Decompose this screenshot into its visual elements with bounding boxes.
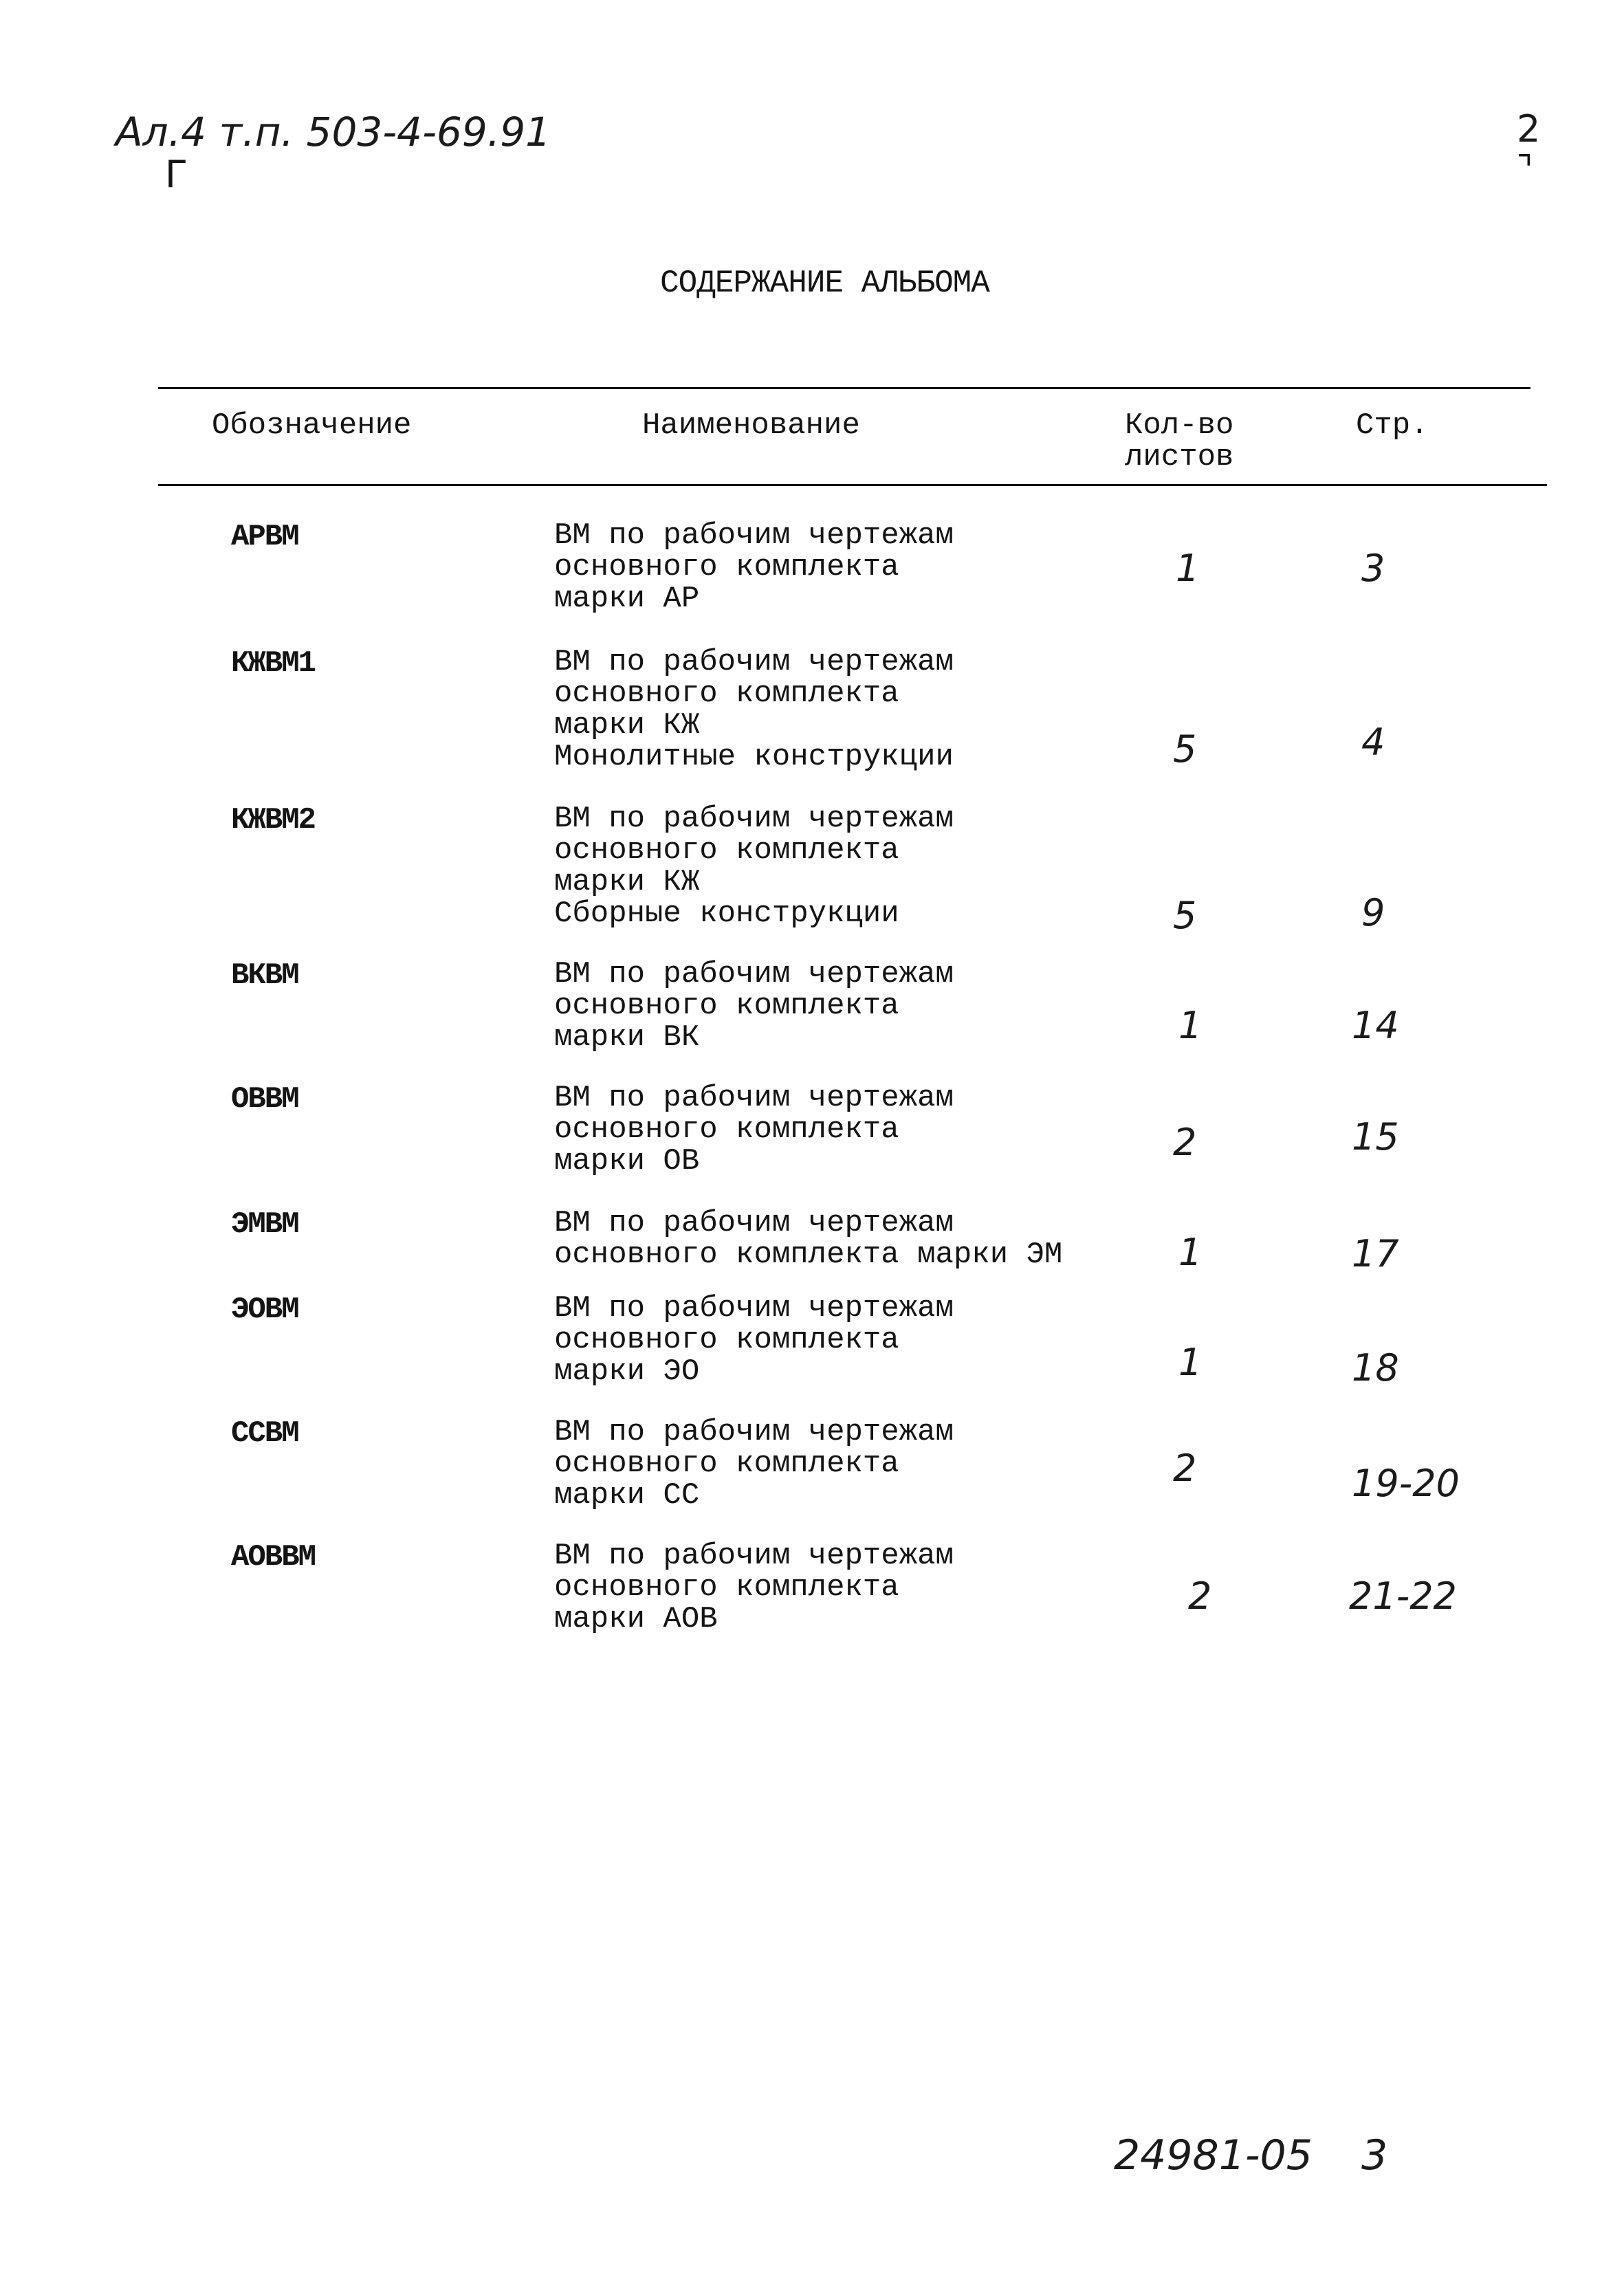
corner-mark-left: Г bbox=[165, 153, 188, 196]
column-header-page: Стр. bbox=[1356, 408, 1429, 443]
row-sheets: 1 bbox=[1176, 547, 1200, 590]
row-code: КЖВМ1 bbox=[231, 646, 316, 681]
table-top-rule bbox=[158, 387, 1530, 389]
row-code: АРВМ bbox=[231, 520, 298, 554]
row-name: ВМ по рабочим чертежам основного комплекта марки ЭО bbox=[554, 1291, 954, 1389]
row-name: ВМ по рабочим чертежам основного комплекта марки ЭМ bbox=[554, 1206, 1063, 1272]
row-page: 15 bbox=[1352, 1115, 1399, 1159]
row-name: ВМ по рабочим чертежам основного комплекта марки ВК bbox=[554, 957, 954, 1055]
sheet-number: 3 bbox=[1361, 2131, 1388, 2179]
row-code: ОВВМ bbox=[231, 1082, 298, 1117]
row-sheets: 2 bbox=[1173, 1121, 1197, 1164]
column-header-designation: Обозначение bbox=[212, 408, 412, 443]
row-code: КЖВМ2 bbox=[231, 803, 316, 837]
column-header-name: Наименование bbox=[642, 408, 860, 443]
row-page: 3 bbox=[1361, 547, 1385, 590]
row-sheets: 2 bbox=[1173, 1447, 1197, 1490]
row-page: 4 bbox=[1361, 721, 1385, 764]
row-code: ЭМВМ bbox=[231, 1207, 298, 1242]
row-name: ВМ по рабочим чертежам основного комплекта марки КЖ Сборные конструкции bbox=[554, 802, 954, 931]
row-sheets: 1 bbox=[1178, 1231, 1203, 1274]
row-code: АОВВМ bbox=[231, 1540, 316, 1574]
table-header-rule bbox=[158, 484, 1547, 486]
page-number: 2 bbox=[1517, 107, 1541, 151]
row-code: ЭОВМ bbox=[231, 1293, 298, 1327]
row-name: ВМ по рабочим чертежам основного комплекта марки СС bbox=[554, 1415, 954, 1513]
row-sheets: 2 bbox=[1188, 1574, 1212, 1618]
row-page: 19-20 bbox=[1352, 1462, 1460, 1505]
row-page: 21-22 bbox=[1349, 1574, 1457, 1618]
corner-mark-right: ⌝ bbox=[1517, 149, 1533, 188]
inventory-number: 24981-05 bbox=[1114, 2131, 1313, 2179]
row-name: ВМ по рабочим чертежам основного комплекта марки КЖ Монолитные конструкции bbox=[554, 645, 954, 774]
row-sheets: 5 bbox=[1173, 727, 1197, 771]
row-page: 14 bbox=[1352, 1004, 1399, 1047]
handwritten-document-reference: Ал.4 т.п. 503-4-69.91 bbox=[116, 109, 551, 155]
row-page: 9 bbox=[1361, 891, 1385, 934]
page-title: СОДЕРЖАНИЕ АЛЬБОМА bbox=[660, 265, 989, 301]
row-name: ВМ по рабочим чертежам основного комплекта марки ОВ bbox=[554, 1081, 954, 1178]
column-header-sheets: Кол-во листов bbox=[1125, 408, 1234, 474]
row-sheets: 1 bbox=[1178, 1341, 1203, 1384]
row-code: ССВМ bbox=[231, 1416, 298, 1451]
row-page: 18 bbox=[1352, 1346, 1399, 1390]
row-name: ВМ по рабочим чертежам основного комплекта марки АОВ bbox=[554, 1539, 954, 1636]
row-name: ВМ по рабочим чертежам основного комплекта марки АР bbox=[554, 518, 954, 616]
row-sheets: 5 bbox=[1173, 894, 1197, 937]
row-sheets: 1 bbox=[1178, 1004, 1203, 1047]
row-page: 17 bbox=[1352, 1232, 1399, 1275]
row-code: ВКВМ bbox=[231, 958, 298, 993]
